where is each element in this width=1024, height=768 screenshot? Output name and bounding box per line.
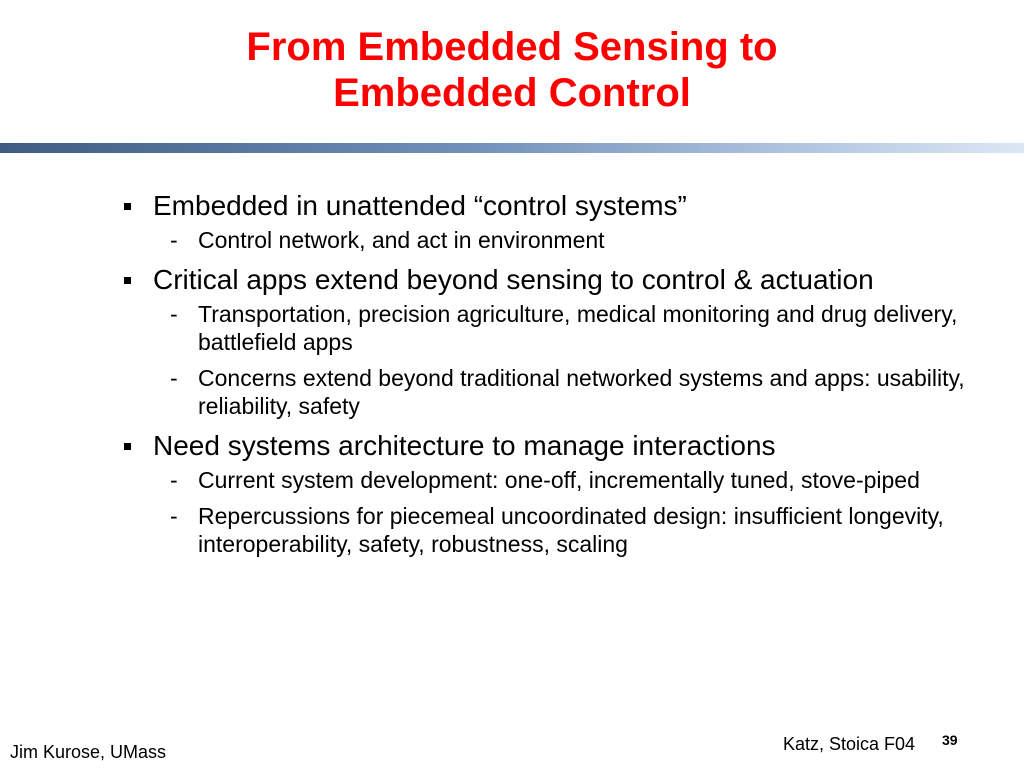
dash-marker: - [170, 503, 178, 529]
slide-title-line-2: Embedded Control [333, 71, 691, 115]
sub-bullet-text: Concerns extend beyond traditional networked systems and apps: usability, reliability, safety [198, 365, 965, 419]
sub-bullet-text: Control network, and act in environment [198, 227, 605, 253]
bullet-item [118, 190, 978, 222]
bullet-item [118, 264, 978, 296]
dash-marker: - [170, 227, 178, 253]
dash-marker: - [170, 467, 178, 493]
sub-bullet-item [118, 502, 978, 558]
sub-bullet-text: Current system development: one-off, incrementally tuned, stove-piped [198, 467, 920, 493]
sub-bullet-text: Transportation, precision agriculture, medical monitoring and drug delivery, battlefield apps [198, 301, 958, 355]
bullet-text: Need systems architecture to manage interactions [153, 430, 776, 461]
footer-credit: Katz, Stoica F04 [783, 734, 916, 754]
dash-marker: - [170, 301, 178, 327]
slide-title [0, 24, 1024, 116]
dash-marker: - [170, 365, 178, 391]
square-bullet-icon [124, 203, 131, 210]
sub-bullet-text: Repercussions for piecemeal uncoordinated design: insufficient longevity, interoperability, safety, robustness, scaling [198, 503, 944, 557]
square-bullet-icon [124, 277, 131, 284]
page-number: 39 [942, 732, 958, 748]
sub-bullet-item [118, 226, 978, 254]
title-divider [0, 143, 1024, 153]
bullet-text: Embedded in unattended “control systems” [153, 190, 687, 221]
bullet-text: Critical apps extend beyond sensing to control & actuation [153, 264, 874, 295]
sub-bullet-item [118, 300, 978, 356]
sub-bullet-item [118, 364, 978, 420]
footer-author: Jim Kurose, UMass [10, 742, 167, 762]
slide-title-line-1: From Embedded Sensing to [246, 25, 778, 69]
bullet-item [118, 430, 978, 462]
square-bullet-icon [124, 443, 131, 450]
sub-bullet-item [118, 466, 978, 494]
bullet-list [118, 190, 978, 558]
